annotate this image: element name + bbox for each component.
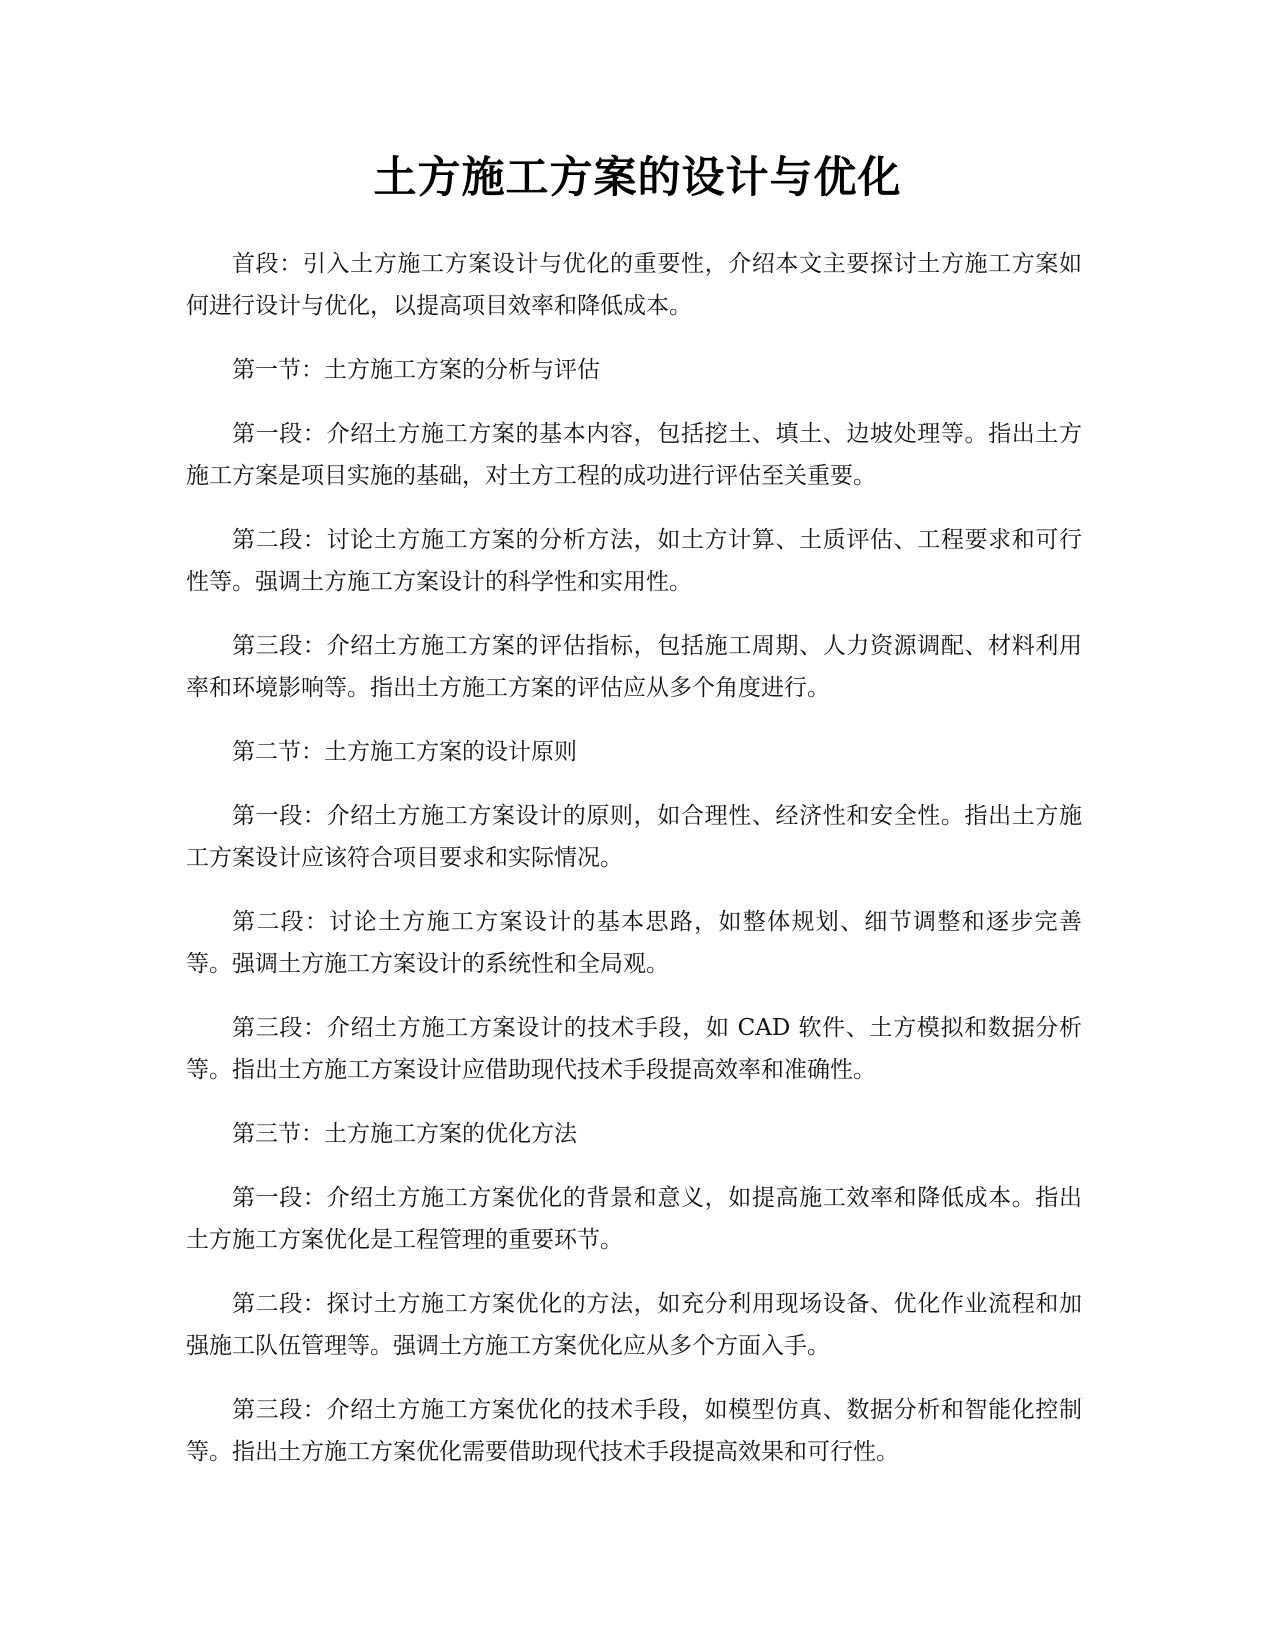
body-paragraph: 第三段：介绍土方施工方案优化的技术手段，如模型仿真、数据分析和智能化控制等。指出土方施工方案优化需要借助现代技术手段提高效果和可行性。 [186,1397,1082,1465]
body-paragraph: 第二段：讨论土方施工方案的分析方法，如土方计算、土质评估、工程要求和可行性等。强调土方施工方案设计的科学性和实用性。 [186,527,1082,595]
body-paragraph: 第二段：探讨土方施工方案优化的方法，如充分利用现场设备、优化作业流程和加强施工队伍管理等。强调土方施工方案优化应从多个方面入手。 [186,1291,1082,1359]
document-body [186,243,1082,1495]
section-heading: 第二节：土方施工方案的设计原则 [232,739,577,765]
document-title: 土方施工方案的设计与优化 [373,153,902,203]
body-paragraph: 第一段：介绍土方施工方案设计的原则，如合理性、经济性和安全性。指出土方施工方案设计应该符合项目要求和实际情况。 [186,803,1082,871]
body-paragraph: 第三段：介绍土方施工方案设计的技术手段，如 CAD 软件、土方模拟和数据分析等。指出土方施工方案设计应借助现代技术手段提高效率和准确性。 [186,1015,1082,1083]
section-heading: 第一节：土方施工方案的分析与评估 [232,357,600,383]
body-paragraph: 第三段：介绍土方施工方案的评估指标，包括施工周期、人力资源调配、材料利用率和环境影响等。指出土方施工方案的评估应从多个角度进行。 [186,633,1082,701]
intro-paragraph: 首段：引入土方施工方案设计与优化的重要性，介绍本文主要探讨土方施工方案如何进行设计与优化，以提高项目效率和降低成本。 [186,251,1082,319]
body-paragraph: 第一段：介绍土方施工方案优化的背景和意义，如提高施工效率和降低成本。指出土方施工方案优化是工程管理的重要环节。 [186,1185,1082,1253]
body-paragraph: 第二段：讨论土方施工方案设计的基本思路，如整体规划、细节调整和逐步完善等。强调土方施工方案设计的系统性和全局观。 [186,909,1082,977]
section-heading: 第三节：土方施工方案的优化方法 [232,1121,577,1147]
body-paragraph: 第一段：介绍土方施工方案的基本内容，包括挖土、填土、边坡处理等。指出土方施工方案是项目实施的基础，对土方工程的成功进行评估至关重要。 [186,421,1082,489]
